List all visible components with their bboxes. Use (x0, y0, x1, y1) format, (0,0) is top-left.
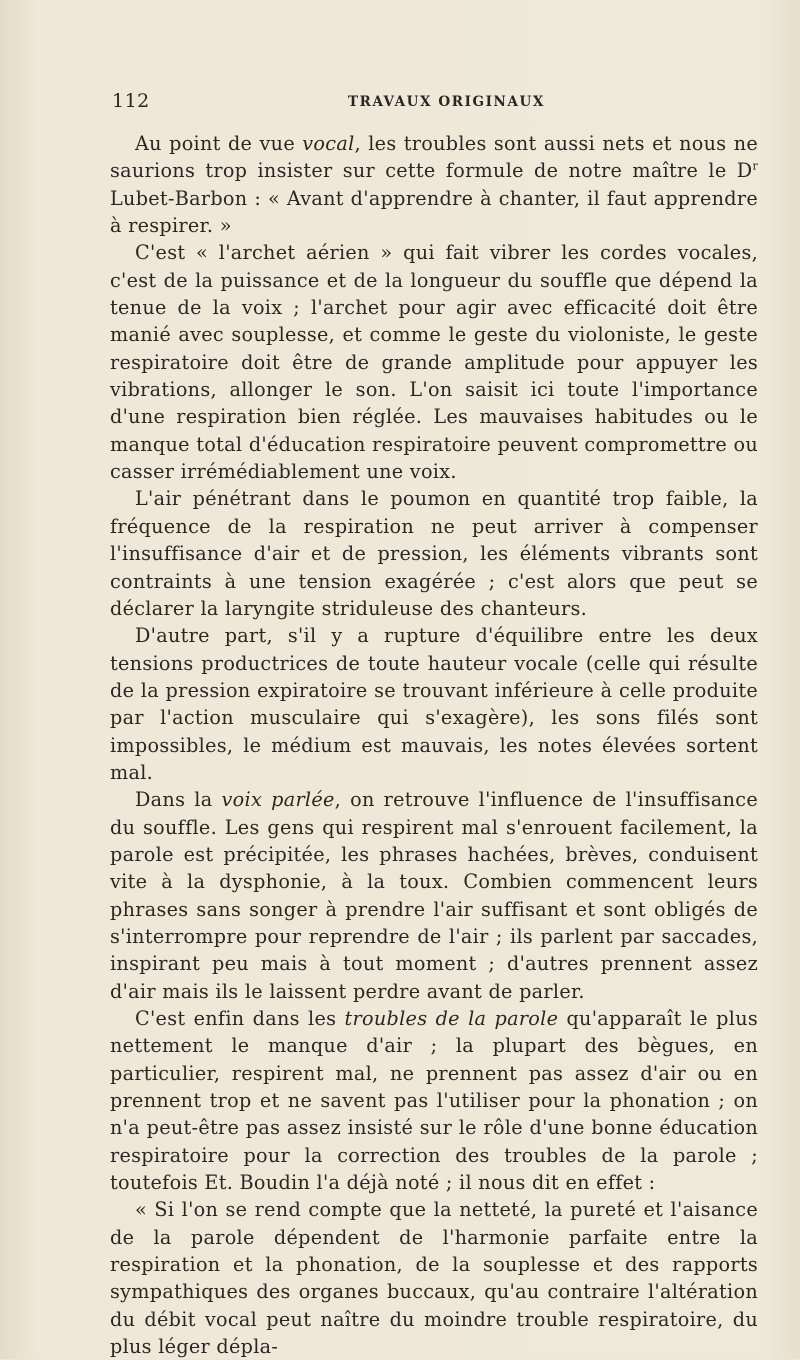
text-run: Dans la (135, 788, 222, 812)
text-run: , on retrouve l'influence de l'insuffisance du souffle. Les gens qui respirent mal s'enrouent facilement, la parole est précipitée, les phrases hachées, brèves, conduisent vite à la dysphonie, à la toux. Combien commencent leurs phrases sans songer à prendre l'air suffisant et sont obligés de s'interrompre pour reprendre de l'air ; ils parlent par saccades, inspirant peu mais à tout moment ; d'autres prennent assez d'air mais ils le laissent perdre avant de parler. (110, 788, 758, 1003)
paragraph-2: C'est « l'archet aérien » qui fait vibrer les cordes vocales, c'est de la puissance et de la longueur du souffle que dépend la tenue de la voix ; l'archet pour agir avec efficacité doit être manié avec souplesse, et comme le geste du violoniste, le geste respiratoire doit être de grande amplitude pour appuyer les vibrations, allonger le son. L'on saisit ici toute l'importance d'une respiration bien réglée. Les mauvaises habitudes ou le manque total d'éducation respiratoire peuvent compromettre ou casser irrémédiablement une voix. (110, 241, 758, 484)
italic-term: vocal (302, 132, 355, 155)
text-run: C'est enfin dans les (135, 1007, 345, 1030)
paragraph-5 (110, 786, 758, 1005)
running-title: TRAVAUX ORIGINAUX (348, 94, 546, 110)
page-number: 112 (112, 90, 150, 112)
paragraph-7: « Si l'on se rend compte que la netteté, la pureté et l'aisance de la parole dépendent de l'harmonie parfaite entre la respiration et la phonation, de la souplesse et des rapports sympathiques des organes buccaux, qu'au contraire l'altération du débit vocal peut naître du moindre trouble respiratoire, du plus léger dépla- (110, 1198, 758, 1359)
paragraph-4: D'autre part, s'il y a rupture d'équilibre entre les deux tensions productrices de toute hauteur vocale (celle qui résulte de la pression expiratoire se trouvant inférieure à celle produite par l'action musculaire qui s'exagère), les sons filés sont impossibles, le médium est mauvais, les notes élevées sortent mal. (110, 624, 758, 784)
text-run: qu'apparaît le plus nettement le manque d'air ; la plupart des bègues, en particulier, respirent mal, ne prennent pas assez d'air ou en prennent trop et ne savent pas l'utiliser pour la phonation ; on n'a peut-être pas assez insisté sur le rôle d'une bonne éducation respiratoire pour la correction des troubles de la parole ; toutefois Et. Boudin l'a déjà noté ; il nous dit en effet : (110, 1007, 759, 1195)
body-text (110, 130, 758, 1360)
superscript: r (752, 159, 758, 173)
text-run: Lubet-Barbon : « Avant d'apprendre à chanter, il faut apprendre à respirer. » (110, 186, 758, 238)
text-run: , les troubles sont aussi nets et nous ne saurions trop insister sur cette formule de notre maître le D (110, 132, 759, 183)
running-head (112, 90, 712, 118)
italic-term: troubles de la parole (344, 1007, 559, 1030)
text-run: Au point de vue (135, 132, 303, 155)
paragraph-1 (110, 130, 758, 239)
italic-term: voix parlée (221, 788, 335, 812)
paragraph-6 (110, 1005, 758, 1196)
paragraph-3: L'air pénétrant dans le poumon en quantité trop faible, la fréquence de la respiration ne peut arriver à compenser l'insuffisance d'air et de pression, les éléments vibrants sont contraints à une tension exagérée ; c'est alors que peut se déclarer la laryngite striduleuse des chanteurs. (110, 487, 758, 620)
